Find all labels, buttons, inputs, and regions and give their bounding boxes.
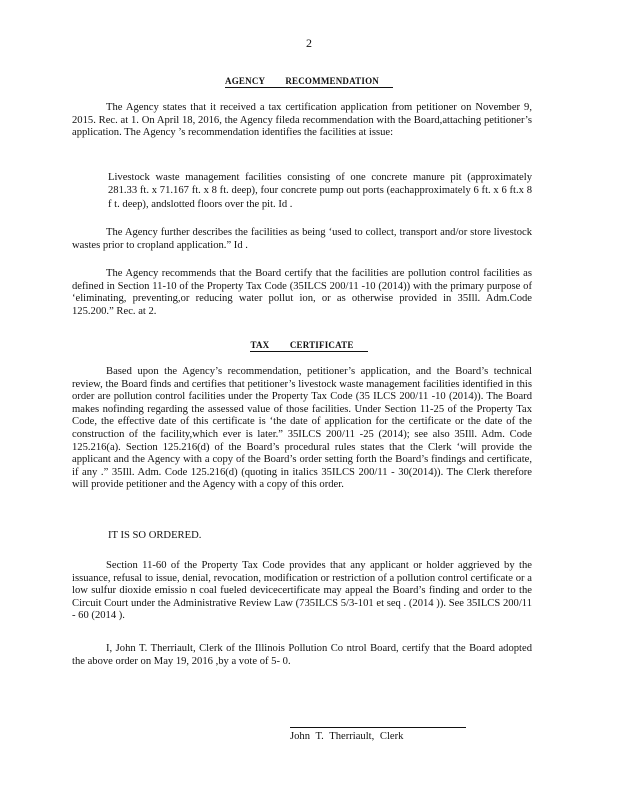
agency-recommendation-heading-text: AGENCY RECOMMENDATION bbox=[225, 76, 393, 88]
paragraph-clerk-certification: I, John T. Therriault, Clerk of the Illinois Pollution Co ntrol Board, certify that the Board adopted the above order on May 19, 2016 ,by a vote of 5- 0. bbox=[72, 643, 532, 667]
signature-line bbox=[290, 727, 466, 728]
signature-name: John T. Therriault, Clerk bbox=[290, 731, 404, 742]
paragraph-agency-recommends: The Agency recommends that the Board certify that the facilities are pollution control facilities as defined in Section 11-10 of the Property Tax Code (35ILCS 200/11 -10 (2014)) with the primary purpose of ‘eliminating, preventing,or reducing water pollut ion, or as otherwise provided in 35Ill. Adm.Code 125.200.” Rec. at 2. bbox=[72, 268, 532, 317]
tax-certificate-heading-text: TAX CERTIFICATE bbox=[250, 340, 367, 352]
agency-recommendation-heading bbox=[0, 76, 618, 86]
page-number: 2 bbox=[306, 36, 312, 50]
quoted-facilities-description: Livestock waste management facilities consisting of one concrete manure pit (approximately 281.33 ft. x 71.167 ft. x 8 ft. deep), four concrete pump out ports (eachapproximately 6 ft. x 6 ft.x 8 f t. deep), andslotted floors over the pit. Id . bbox=[108, 172, 532, 210]
paragraph-facilities-described: The Agency further describes the facilities as being ‘used to collect, transport and/or store livestock wastes prior to cropland application.” Id . bbox=[72, 227, 532, 251]
tax-certificate-heading bbox=[0, 340, 618, 350]
paragraph-board-findings: Based upon the Agency’s recommendation, petitioner’s application, and the Board’s technical review, the Board finds and certifies that petitioner’s livestock waste management facilities identified in this order are pollution control facilities under the Property Tax Code (35 ILCS 200/11 -10 (2014)). The Board makes nofinding regarding the assessed value of those facilities. Under Section 11-25 of the Property Tax Code, the effective date of this certificate is ‘the date of application for the certificate or the date of the construction of the facility,which ever is later.” 35ILCS 200/11 -25 (2014); see also 35Ill. Adm. Code 125.216(a). Section 125.216(d) of the Board’s procedural rules states that the Clerk ‘will provide the applicant and the Agency with a copy of the Board’s order setting forth the Board’s findings and certificate, if any .” 35Ill. Adm. Code 125.216(d) (quoting in italics 35ILCS 200/11 - 30(2014)). The Clerk therefore will provide petitioner and the Agency with a copy of this order. bbox=[72, 366, 532, 491]
paragraph-application-received: The Agency states that it received a tax certification application from petitioner on November 9, 2015. Rec. at 1. On April 18, 2016, the Agency fileda recommendation with the Board,attaching petitioner’s application. The Agency ’s recommendation identifies the facilities at issue: bbox=[72, 102, 532, 139]
paragraph-appeal-rights: Section 11-60 of the Property Tax Code provides that any applicant or holder aggrieved by the issuance, refusal to issue, denial, revocation, modification or restriction of a pollution control certificate or a low sulfur dioxide emissio n coal fueled devicecertificate may appeal the Board’s finding and order to the Circuit Court under the Administrative Review Law (735ILCS 5/3-101 et seq . (2014 )). See 35ILCS 200/11 - 60 (2014 ). bbox=[72, 560, 532, 622]
it-is-so-ordered: IT IS SO ORDERED. bbox=[108, 530, 202, 541]
